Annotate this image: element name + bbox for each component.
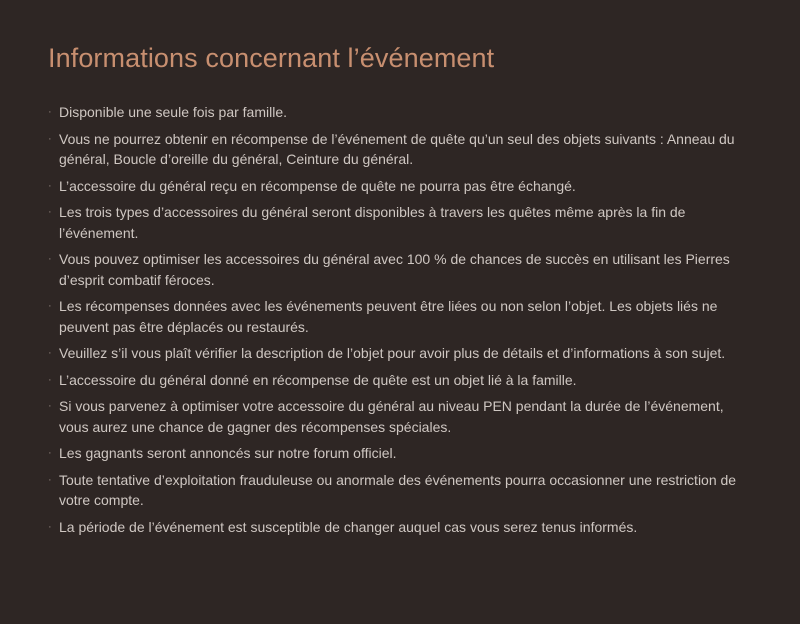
list-item	[48, 249, 752, 290]
list-item-text: L’accessoire du général reçu en récompense de quête ne pourra pas être échangé.	[59, 177, 576, 194]
list-item	[48, 470, 752, 511]
list-item	[48, 129, 752, 170]
bullet-icon: ·	[48, 300, 52, 312]
bullet-icon: ·	[48, 347, 52, 359]
list-item-text: Si vous parvenez à optimiser votre accessoire du général au niveau PEN pendant la durée de l’événement, vous aurez une chance de gagner des récompenses spéciales.	[59, 398, 724, 435]
list-item	[48, 102, 752, 123]
list-item	[48, 296, 752, 337]
bullet-icon: ·	[48, 132, 52, 145]
bullet-icon: ·	[48, 473, 52, 486]
event-rules-list	[48, 102, 752, 537]
list-item	[48, 176, 752, 197]
list-item-text: Toute tentative d’exploitation frauduleuse ou anormale des événements pourra occasionner une restriction de votre compte.	[59, 471, 737, 508]
list-item-text: Les trois types d’accessoires du général seront disponibles à travers les quêtes même après la fin de l’événement.	[59, 204, 686, 241]
bullet-icon: ·	[48, 206, 52, 218]
list-item-text: Vous pouvez optimiser les accessoires du général avec 100 % de chances de succès en utilisant les Pierres d’esprit combatif féroces.	[59, 251, 730, 288]
list-item-text: L’accessoire du général donné en récompense de quête est un objet lié à la famille.	[59, 371, 577, 388]
list-item-text: La période de l’événement est susceptible de changer auquel cas vous serez tenus informés.	[59, 518, 638, 535]
list-item-text: Veuillez s’il vous plaît vérifier la description de l’objet pour avoir plus de détails et d’informations à son sujet.	[59, 345, 726, 361]
list-item	[48, 396, 752, 437]
list-item-text: Disponible une seule fois par famille.	[59, 104, 288, 120]
list-item	[48, 517, 752, 538]
list-item-text: Les gagnants seront annoncés sur notre forum officiel.	[59, 445, 397, 461]
bullet-icon: ·	[48, 179, 52, 192]
bullet-icon: ·	[48, 447, 52, 459]
bullet-icon: ·	[48, 373, 52, 386]
list-item	[48, 202, 752, 243]
bullet-icon: ·	[48, 520, 52, 533]
list-item-text: Les récompenses données avec les événements peuvent être liées ou non selon l’objet. Les objets liés ne peuvent pas être déplacés ou restaurés.	[59, 298, 718, 335]
list-item	[48, 343, 752, 364]
bullet-icon: ·	[48, 253, 52, 265]
bullet-icon: ·	[48, 106, 52, 118]
list-item	[48, 370, 752, 391]
list-item	[48, 443, 752, 464]
page-title: Informations concernant l’événement	[48, 43, 495, 73]
list-item-text: Vous ne pourrez obtenir en récompense de l’événement de quête qu’un seul des objets suivants : Anneau du général, Boucle d’oreille du général, Ceinture du général.	[59, 130, 735, 167]
bullet-icon: ·	[48, 400, 52, 412]
